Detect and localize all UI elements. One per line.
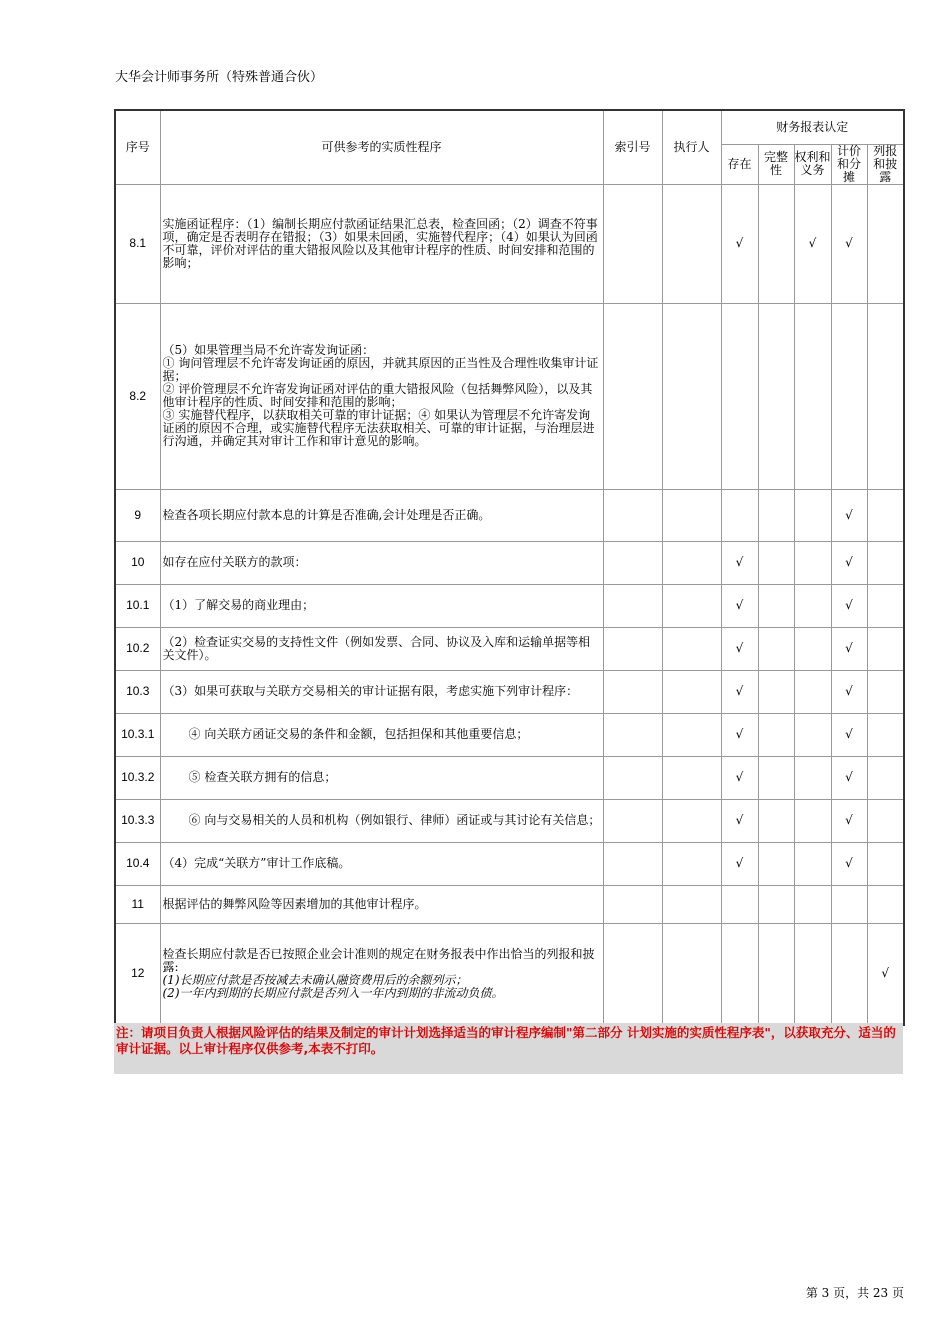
check-mark: √ [721,584,758,627]
header-assertions: 财务报表认定 [721,110,904,144]
check-mark: √ [867,923,904,1025]
row-seq: 10.4 [115,842,160,885]
row-procedure: 根据评估的舞弊风险等因素增加的其他审计程序。 [160,885,603,923]
row-procedure [160,756,603,799]
procedure-line: ② 评价管理层不允许寄发询证函对评估的重大错报风险（包括舞弊风险），以及其他审计程序的性质、时间安排和范围的影响； [162,382,593,409]
page-footer: 第 3 页，共 23 页 [805,1286,904,1300]
check-mark: √ [721,627,758,670]
procedure-line: ③ 实施替代程序，以获取相关可靠的审计证据；④ 如果认为管理层不允许寄发询证函的原因不合理，或实施替代程序无法获取相关、可靠的审计证据，与治理层进行沟通，并确定其对审计工作和审计意见的影响。 [162,408,595,448]
header-existence: 存在 [721,144,758,184]
row-seq: 12 [115,923,160,1025]
header-rights: 权利和义务 [794,144,831,184]
check-mark: √ [831,541,867,584]
row-procedure: 检查各项长期应付款本息的计算是否准确,会计处理是否正确。 [160,489,603,541]
row-seq: 10 [115,541,160,584]
header-seq: 序号 [115,110,160,184]
check-mark: √ [831,756,867,799]
header-valuation: 计价和分摊 [831,144,867,184]
procedure-text: ④ 向关联方函证交易的条件和金额，包括担保和其他重要信息； [188,727,529,741]
check-mark: √ [721,756,758,799]
table-row [115,799,904,842]
check-mark: √ [721,541,758,584]
row-procedure: （2）检查证实交易的支持性文件（例如发票、合同、协议及入库和运输单据等相关文件）。 [160,627,603,670]
check-mark: √ [721,842,758,885]
check-mark: √ [794,184,831,303]
procedure-line: （5）如果管理当局不允许寄发询证函： [162,343,375,357]
table-row [115,923,904,1025]
check-mark: √ [831,842,867,885]
check-mark: √ [831,184,867,303]
procedure-line: (1)长期应付款是否按减去未确认融资费用后的余额列示； [162,972,468,987]
table-row [115,303,904,489]
procedure-text: ⑤ 检查关联方拥有的信息； [188,770,337,784]
procedure-line: ① 询问管理层不允许寄发询证函的原因，并就其原因的正当性及合理性收集审计证据； [162,356,599,383]
procedure-line: (2)一年内到期的长期应付款是否列入一年内到期的非流动负债。 [162,985,504,1000]
check-mark: √ [721,670,758,713]
row-seq: 11 [115,885,160,923]
firm-name: 大华会计师事务所（特殊普通合伙） [115,70,324,85]
row-procedure: 如存在应付关联方的款项： [160,541,603,584]
check-mark: √ [721,184,758,303]
procedure-line: 检查长期应付款是否已按照企业会计准则的规定在财务报表中作出恰当的列报和披露: [162,946,595,974]
row-seq: 10.3 [115,670,160,713]
table-row [115,184,904,303]
check-mark: √ [831,489,867,541]
table-row [115,489,904,541]
row-seq: 10.2 [115,627,160,670]
header-completeness: 完整性 [758,144,794,184]
row-seq: 10.3.1 [115,713,160,756]
table-row [115,670,904,713]
table-row [115,627,904,670]
table-row [115,756,904,799]
table-row [115,842,904,885]
header-disclosure: 列报和披露 [867,144,904,184]
check-mark: √ [831,670,867,713]
check-mark: √ [831,799,867,842]
table-row [115,713,904,756]
check-mark: √ [721,713,758,756]
row-procedure [160,799,603,842]
row-procedure: （1）了解交易的商业理由； [160,584,603,627]
row-procedure [160,713,603,756]
row-seq: 8.1 [115,184,160,303]
procedure-table [114,109,905,1026]
check-mark: √ [831,584,867,627]
check-mark: √ [831,713,867,756]
row-procedure [160,923,603,1025]
row-procedure: （4）完成“关联方”审计工作底稿。 [160,842,603,885]
row-seq: 9 [115,489,160,541]
table-row [115,584,904,627]
table-row [115,541,904,584]
procedure-text: ⑥ 向与交易相关的人员和机构（例如银行、律师）函证或与其讨论有关信息； [188,813,601,827]
check-mark: √ [831,627,867,670]
row-procedure: 实施函证程序：（1）编制长期应付款函证结果汇总表，检查回函；（2）调查不符事项，确定是否表明存在错报；（3）如果未回函，实施替代程序；（4）如果认为回函不可靠，评价对评估的重大错报风险以及其他审计程序的性质、时间安排和范围的影响； [160,184,603,303]
row-seq: 8.2 [115,303,160,489]
row-seq: 10.3.3 [115,799,160,842]
header-procedure: 可供参考的实质性程序 [160,110,603,184]
header-index: 索引号 [603,110,662,184]
row-seq: 10.3.2 [115,756,160,799]
header-executor: 执行人 [662,110,721,184]
row-procedure: （3）如果可获取与关联方交易相关的审计证据有限，考虑实施下列审计程序： [160,670,603,713]
table-row [115,885,904,923]
row-procedure [160,303,603,489]
check-mark: √ [721,799,758,842]
note-box: 注：请项目负责人根据风险评估的结果及制定的审计计划选择适当的审计程序编制"第二部分 计划实施的实质性程序表"，以获取充分、适当的审计证据。以上审计程序仅供参考,本表不打印。 [114,1023,903,1074]
row-seq: 10.1 [115,584,160,627]
